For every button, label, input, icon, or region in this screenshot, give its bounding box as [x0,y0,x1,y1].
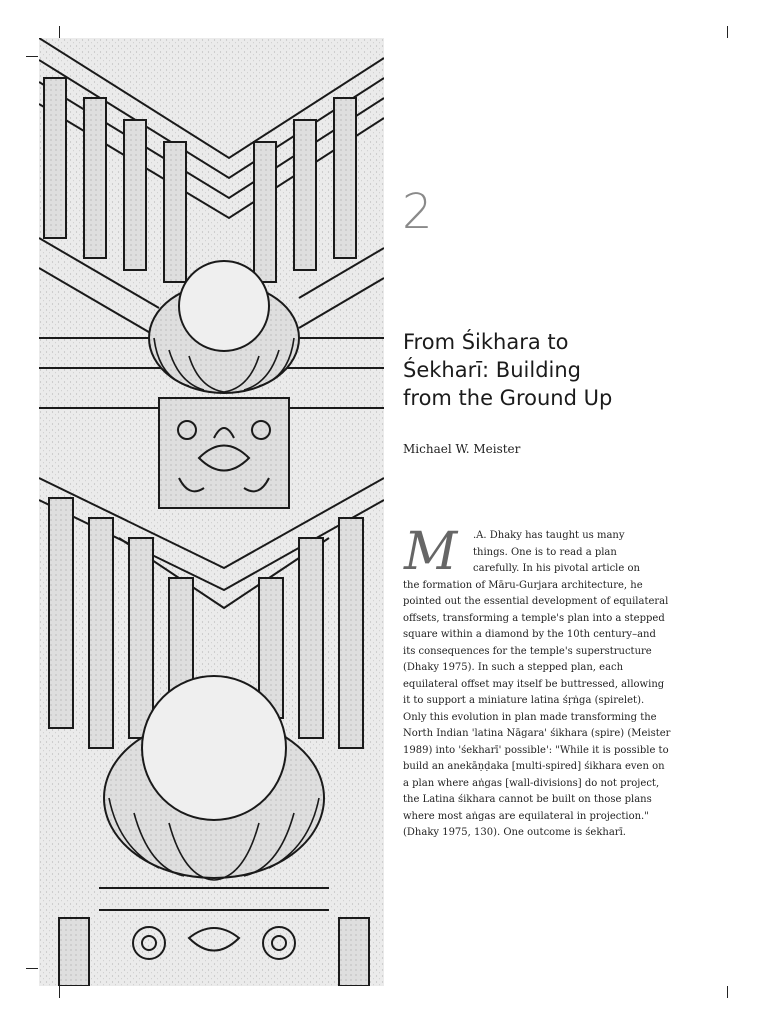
text-line: things. One is to read a plan [473,546,617,558]
text-line: Only this evolution in plan made transforming the [403,711,657,723]
drop-cap: M [404,522,458,582]
temple-ornament-illustration-icon [39,38,384,986]
text-line: the formation of Māru-Gurjara architecture, he [403,579,643,591]
text-line: build an anekāṇḍaka [multi-spired] śikhara even on [403,761,665,772]
text-line: where most aṅgas are equilateral in projection." [403,810,649,822]
crop-mark [59,26,60,38]
text-line: offsets, transforming a temple's plan into a stepped [403,612,665,624]
chapter-title-line: from the Ground Up [403,386,613,410]
text-line: equilateral offset may itself be buttressed, allowing [403,678,665,690]
crop-mark [26,968,38,969]
text-line: it to support a miniature latina śṛṅga (spirelet). [403,695,645,706]
text-line: carefully. In his pivotal article on [473,563,640,574]
text-line: 1989) into 'śekharī' possible': "While it is possible to [403,744,669,756]
temple-illustration [39,38,384,986]
text-line: pointed out the essential development of equilateral [403,596,669,607]
crop-mark [59,986,60,998]
author-name: Michael W. Meister [403,442,521,456]
chapter-title [403,328,703,412]
text-line: its consequences for the temple's superstructure [403,645,652,657]
text-line: a plan where aṅgas [wall-divisions] do not project, [403,777,660,789]
crop-mark [727,986,728,998]
text-line: (Dhaky 1975). In such a stepped plan, each [403,662,624,673]
chapter-title-line: Śekharī: Building [403,358,581,382]
crop-mark [727,26,728,38]
text-line: square within a diamond by the 10th century–and [403,629,656,640]
text-line: (Dhaky 1975, 130). One outcome is śekharī. [403,827,626,838]
text-line: North Indian 'latina Nāgara' śikhara (spire) (Meister [403,728,671,739]
body-paragraph [403,522,671,842]
text-line: the Latina śikhara cannot be built on those plans [403,794,652,805]
chapter-number: 2 [402,184,433,240]
chapter-title-line: From Śikhara to [403,330,569,354]
text-line: .A. Dhaky has taught us many [473,530,625,541]
crop-mark [26,56,38,57]
